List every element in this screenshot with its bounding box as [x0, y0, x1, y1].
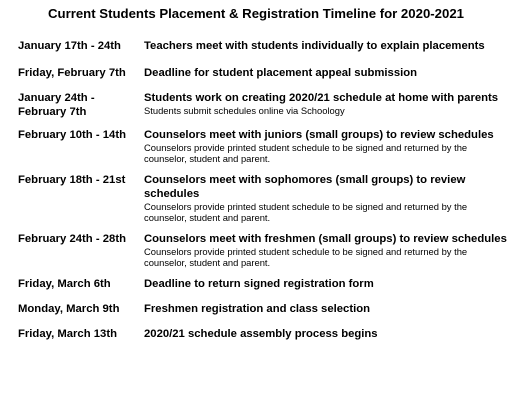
timeline-description [144, 173, 508, 223]
timeline-event: Counselors meet with freshmen (small groups) to review schedules [144, 233, 507, 245]
timeline-row [18, 173, 508, 223]
timeline-date: January 24th - February 7th [18, 92, 95, 118]
timeline-description [144, 302, 508, 316]
timeline-note: Counselors provide printed student schedule to be signed and returned by the counselor, student and parent. [144, 246, 468, 268]
timeline-date: February 24th - 28th [18, 233, 126, 245]
timeline-row [18, 327, 508, 341]
timeline-row [18, 91, 508, 119]
timeline-row [18, 302, 508, 316]
timeline-row [18, 66, 508, 80]
timeline-date: February 18th - 21st [18, 174, 126, 186]
timeline-list [18, 39, 508, 341]
timeline-date: January 17th - 24th [18, 40, 121, 52]
timeline-event: Counselors meet with sophomores (small groups) to review schedules [144, 174, 466, 200]
timeline-row [18, 39, 508, 53]
timeline-description [144, 277, 508, 291]
timeline-note: Counselors provide printed student schedule to be signed and returned by the counselor, student and parent. [144, 201, 468, 223]
timeline-row [18, 277, 508, 291]
timeline-event: Freshmen registration and class selection [144, 303, 371, 315]
timeline-event: Deadline for student placement appeal submission [144, 67, 418, 79]
timeline-note: Counselors provide printed student schedule to be signed and returned by the counselor, student and parent. [144, 142, 468, 164]
timeline-event: 2020/21 schedule assembly process begins [144, 328, 378, 340]
timeline-date: Friday, March 6th [18, 278, 111, 290]
timeline-event: Teachers meet with students individually to explain placements [144, 40, 485, 52]
timeline-description [144, 91, 508, 116]
timeline-description [144, 39, 508, 53]
timeline-date: Friday, March 13th [18, 328, 117, 340]
timeline-event: Counselors meet with juniors (small groups) to review schedules [144, 129, 494, 141]
timeline-note: Students submit schedules online via Schoology [144, 105, 345, 116]
timeline-date: February 10th - 14th [18, 129, 126, 141]
timeline-row [18, 232, 508, 268]
timeline-event: Deadline to return signed registration form [144, 278, 374, 290]
timeline-event: Students work on creating 2020/21 schedule at home with parents [144, 92, 499, 104]
timeline-row [18, 128, 508, 164]
timeline-description [144, 327, 508, 341]
page-title: Current Students Placement & Registration Timeline for 2020-2021 [47, 6, 465, 21]
timeline-description [144, 66, 508, 80]
timeline-date: Friday, February 7th [18, 67, 126, 79]
timeline-description [144, 232, 508, 268]
timeline-description [144, 128, 508, 164]
timeline-date: Monday, March 9th [18, 303, 120, 315]
